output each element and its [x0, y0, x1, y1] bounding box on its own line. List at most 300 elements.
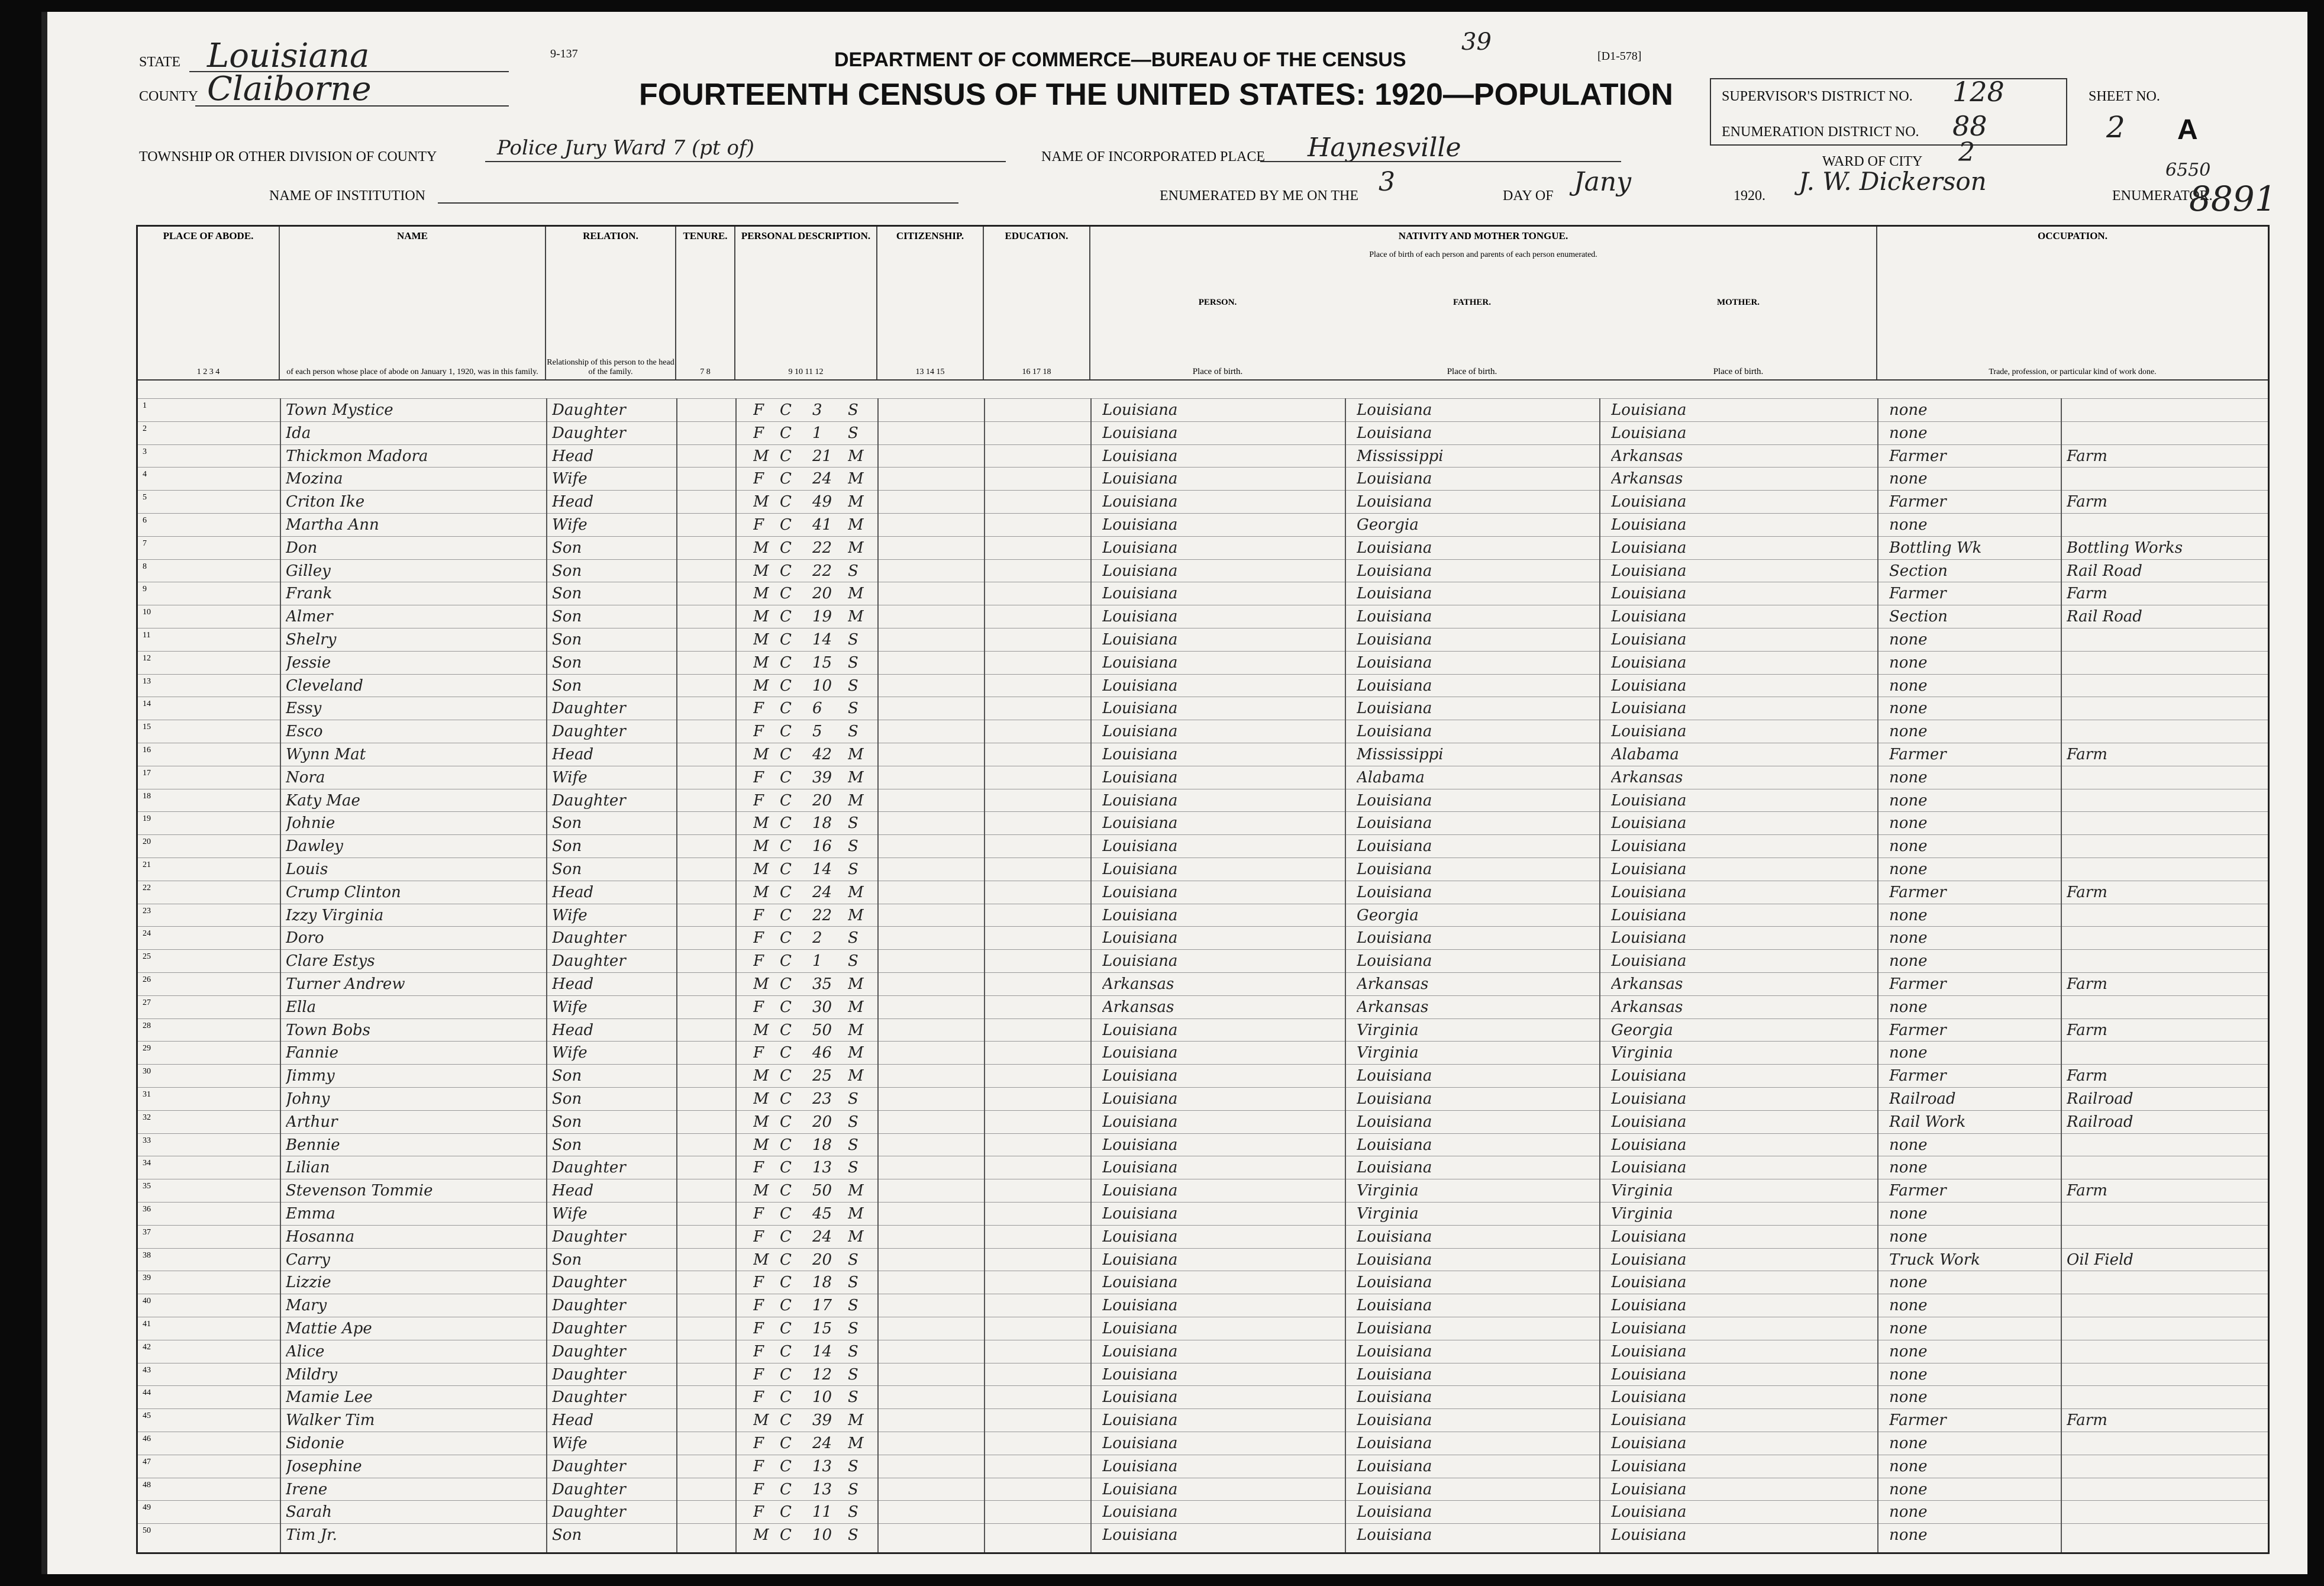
- cell-age: 25: [812, 1067, 832, 1085]
- cell-occ: Farmer: [1889, 1067, 1947, 1085]
- cell-occ: none: [1889, 1136, 1928, 1154]
- cell-race: C: [780, 883, 792, 901]
- cell-n: 22: [143, 883, 151, 892]
- cell-n: 28: [143, 1021, 151, 1030]
- cell-rel: Son: [552, 814, 582, 833]
- cell-occ: none: [1889, 1274, 1928, 1292]
- cell-ms: M: [848, 1227, 864, 1246]
- table-row: [138, 1455, 2268, 1478]
- cell-occ: Farmer: [1889, 746, 1947, 763]
- cell-person: Louisiana: [1102, 493, 1178, 511]
- cell-name: Mamie Lee: [286, 1388, 373, 1407]
- table-row: [138, 720, 2268, 743]
- table-row: [138, 1317, 2268, 1340]
- cell-rel: Daughter: [552, 1297, 626, 1315]
- cell-mother: Louisiana: [1611, 1526, 1687, 1545]
- cell-age: 5: [812, 723, 822, 741]
- cell-occ: none: [1889, 699, 1928, 718]
- cell-mother: Louisiana: [1611, 1411, 1687, 1430]
- cell-age: 45: [812, 1205, 832, 1223]
- cell-n: 38: [143, 1250, 151, 1260]
- county-value: Claiborne: [207, 70, 372, 108]
- cell-ms: S: [848, 676, 858, 695]
- cell-rel: Son: [552, 608, 582, 626]
- cell-name: Cleveland: [286, 676, 363, 695]
- cell-rel: Daughter: [552, 1159, 626, 1177]
- cell-n: 43: [143, 1365, 151, 1375]
- cell-ms: S: [848, 1342, 858, 1361]
- cell-sex: F: [753, 1297, 764, 1315]
- cell-sex: F: [753, 470, 764, 488]
- state-label: STATE: [139, 54, 181, 70]
- cell-age: 2: [812, 929, 822, 947]
- cell-mother: Louisiana: [1611, 1227, 1687, 1246]
- cell-ind: Farm: [2067, 493, 2107, 511]
- cell-father: Louisiana: [1357, 860, 1432, 878]
- enumeration-value: 88: [1952, 110, 1987, 142]
- table-row: [138, 628, 2268, 651]
- cell-name: Lilian: [286, 1159, 330, 1177]
- cell-race: C: [780, 1388, 792, 1407]
- cell-sex: M: [753, 493, 769, 511]
- table-row: [138, 1478, 2268, 1501]
- cell-person: Louisiana: [1102, 1159, 1178, 1177]
- cell-sex: M: [753, 837, 769, 856]
- cell-age: 39: [812, 768, 832, 786]
- cell-rel: Son: [552, 1136, 582, 1154]
- cell-occ: Bottling Wk: [1889, 539, 1982, 557]
- cell-mother: Louisiana: [1611, 608, 1687, 626]
- cell-mother: Louisiana: [1611, 837, 1687, 856]
- cell-name: Crump Clinton: [286, 883, 401, 901]
- table-row: [138, 995, 2268, 1018]
- cell-person: Louisiana: [1102, 814, 1178, 833]
- cell-race: C: [780, 746, 792, 763]
- cell-sex: F: [753, 1435, 764, 1452]
- cell-ind: Farm: [2067, 1021, 2107, 1039]
- column-rule: [1090, 398, 1092, 1552]
- cell-age: 18: [812, 814, 832, 833]
- cell-mother: Louisiana: [1611, 653, 1687, 672]
- cell-ind: Oil Field: [2067, 1250, 2133, 1269]
- cell-mother: Louisiana: [1611, 952, 1687, 971]
- cell-ms: S: [848, 814, 858, 833]
- cell-person: Louisiana: [1102, 539, 1178, 557]
- cell-mother: Virginia: [1611, 1182, 1673, 1200]
- cell-name: Thickmon Madora: [286, 447, 428, 465]
- cell-age: 18: [812, 1274, 832, 1292]
- cell-occ: none: [1889, 837, 1928, 856]
- cell-n: 15: [143, 723, 151, 732]
- cell-person: Louisiana: [1102, 1457, 1178, 1475]
- cell-occ: none: [1889, 424, 1928, 442]
- cell-rel: Son: [552, 1113, 582, 1131]
- cell-rel: Wife: [552, 998, 588, 1016]
- cell-occ: none: [1889, 1320, 1928, 1337]
- cell-n: 4: [143, 470, 147, 479]
- cell-sex: F: [753, 1274, 764, 1292]
- cell-name: Katy Mae: [286, 791, 360, 810]
- cell-sex: F: [753, 1227, 764, 1246]
- cell-n: 20: [143, 837, 151, 847]
- cell-ms: S: [848, 952, 858, 971]
- cell-father: Louisiana: [1357, 470, 1432, 488]
- cell-father: Louisiana: [1357, 814, 1432, 833]
- cell-n: 11: [143, 631, 151, 640]
- cell-race: C: [780, 470, 792, 488]
- cell-father: Louisiana: [1357, 883, 1432, 901]
- cell-rel: Daughter: [552, 699, 626, 718]
- cell-father: Louisiana: [1357, 1067, 1432, 1085]
- cell-occ: none: [1889, 1503, 1928, 1521]
- cell-occ: none: [1889, 768, 1928, 786]
- cell-mother: Louisiana: [1611, 1090, 1687, 1108]
- cell-ms: S: [848, 1250, 858, 1269]
- cell-sex: M: [753, 653, 769, 672]
- cell-race: C: [780, 791, 792, 810]
- cell-ms: M: [848, 1435, 864, 1452]
- cell-mother: Louisiana: [1611, 1113, 1687, 1131]
- cell-sex: F: [753, 929, 764, 947]
- table-row: [138, 421, 2268, 444]
- table-row: [138, 881, 2268, 904]
- cell-occ: none: [1889, 1297, 1928, 1315]
- cell-occ: Farmer: [1889, 1182, 1947, 1200]
- cell-person: Louisiana: [1102, 1250, 1178, 1269]
- sheet-letter: A: [2177, 114, 2198, 146]
- table-row: [138, 605, 2268, 628]
- cell-race: C: [780, 608, 792, 626]
- cell-rel: Wife: [552, 768, 588, 786]
- cell-age: 21: [812, 447, 832, 465]
- cell-mother: Louisiana: [1611, 814, 1687, 833]
- institution-label: NAME OF INSTITUTION: [269, 188, 425, 204]
- cell-person: Louisiana: [1102, 1297, 1178, 1315]
- cell-ms: S: [848, 631, 858, 649]
- cell-age: 14: [812, 1342, 832, 1361]
- cell-person: Louisiana: [1102, 768, 1178, 786]
- col-occupation: OCCUPATION. Trade, profession, or particular kind of work done.: [1989, 230, 2157, 376]
- cell-name: Walker Tim: [286, 1411, 375, 1430]
- cell-father: Louisiana: [1357, 929, 1432, 947]
- cell-ms: M: [848, 1044, 864, 1062]
- cell-rel: Son: [552, 539, 582, 557]
- cell-person: Louisiana: [1102, 1205, 1178, 1223]
- cell-sex: M: [753, 676, 769, 695]
- cell-person: Arkansas: [1102, 975, 1174, 993]
- day-of-label: DAY OF: [1503, 188, 1554, 204]
- cell-name: Jessie: [286, 653, 331, 672]
- cell-rel: Daughter: [552, 1388, 626, 1407]
- cell-mother: Louisiana: [1611, 516, 1687, 534]
- cell-race: C: [780, 929, 792, 947]
- cell-ms: M: [848, 791, 864, 810]
- cell-rel: Son: [552, 1526, 582, 1545]
- cell-person: Louisiana: [1102, 585, 1178, 603]
- cell-age: 15: [812, 653, 832, 672]
- table-row: [138, 559, 2268, 582]
- cell-name: Arthur: [286, 1113, 338, 1131]
- cell-rel: Daughter: [552, 1365, 626, 1384]
- cell-person: Louisiana: [1102, 1182, 1178, 1200]
- cell-age: 1: [812, 952, 822, 971]
- cell-race: C: [780, 1227, 792, 1246]
- cell-ms: S: [848, 929, 858, 947]
- cell-sex: F: [753, 1205, 764, 1223]
- cell-race: C: [780, 1480, 792, 1498]
- cell-father: Louisiana: [1357, 401, 1432, 419]
- stamp-bottom: 8891: [2189, 179, 2277, 219]
- cell-father: Mississippi: [1357, 746, 1444, 763]
- cell-person: Louisiana: [1102, 1388, 1178, 1407]
- cell-n: 29: [143, 1044, 151, 1053]
- cell-father: Virginia: [1357, 1182, 1419, 1200]
- cell-name: Hosanna: [286, 1227, 355, 1246]
- cell-n: 41: [143, 1320, 151, 1329]
- cell-person: Louisiana: [1102, 1320, 1178, 1337]
- cell-name: Doro: [286, 929, 324, 947]
- cell-sex: F: [753, 723, 764, 741]
- cell-ms: M: [848, 1021, 864, 1039]
- cell-occ: none: [1889, 1388, 1928, 1407]
- table-row: [138, 743, 2268, 766]
- cell-sex: M: [753, 447, 769, 465]
- cell-mother: Louisiana: [1611, 1067, 1687, 1085]
- cell-occ: Farmer: [1889, 585, 1947, 603]
- cell-mother: Arkansas: [1611, 470, 1683, 488]
- cell-ind: Farm: [2067, 447, 2107, 465]
- column-rule: [1345, 398, 1346, 1552]
- cell-mother: Louisiana: [1611, 631, 1687, 649]
- cell-age: 49: [812, 493, 832, 511]
- cell-name: Esco: [286, 723, 323, 741]
- cell-ms: S: [848, 653, 858, 672]
- cell-father: Louisiana: [1357, 653, 1432, 672]
- cell-rel: Wife: [552, 516, 588, 534]
- cell-n: 49: [143, 1503, 151, 1513]
- cell-name: Tim Jr.: [286, 1526, 337, 1545]
- cell-sex: F: [753, 699, 764, 718]
- cell-age: 23: [812, 1090, 832, 1108]
- cell-mother: Louisiana: [1611, 1503, 1687, 1521]
- supervisor-label: SUPERVISOR'S DISTRICT NO.: [1722, 89, 1913, 104]
- incorporated-label: NAME OF INCORPORATED PLACE: [1041, 149, 1266, 165]
- cell-occ: Railroad: [1889, 1090, 1956, 1108]
- cell-age: 1: [812, 424, 822, 442]
- cell-n: 1: [143, 401, 147, 410]
- cell-name: Stevenson Tommie: [286, 1182, 433, 1200]
- cell-father: Arkansas: [1357, 975, 1429, 993]
- cell-race: C: [780, 723, 792, 741]
- cell-father: Arkansas: [1357, 998, 1429, 1016]
- cell-race: C: [780, 562, 792, 580]
- cell-n: 37: [143, 1227, 151, 1237]
- cell-sex: M: [753, 631, 769, 649]
- cell-father: Louisiana: [1357, 1250, 1432, 1269]
- column-rule: [676, 398, 677, 1552]
- cell-name: Louis: [286, 860, 328, 878]
- cell-ms: M: [848, 1067, 864, 1085]
- cell-name: Town Bobs: [286, 1021, 370, 1039]
- cell-father: Georgia: [1357, 516, 1419, 534]
- cell-ms: S: [848, 699, 858, 718]
- enumeration-label: ENUMERATION DISTRICT NO.: [1722, 124, 1919, 140]
- cell-occ: none: [1889, 814, 1928, 833]
- cell-occ: none: [1889, 1044, 1928, 1062]
- cell-race: C: [780, 401, 792, 419]
- table-row: [138, 697, 2268, 720]
- table-row: [138, 490, 2268, 513]
- cell-occ: none: [1889, 631, 1928, 649]
- cell-race: C: [780, 1342, 792, 1361]
- cell-age: 10: [812, 1388, 832, 1407]
- cell-person: Louisiana: [1102, 791, 1178, 810]
- cell-occ: none: [1889, 1480, 1928, 1498]
- table-row: [138, 1110, 2268, 1133]
- cell-ms: S: [848, 1297, 858, 1315]
- cell-person: Louisiana: [1102, 1113, 1178, 1131]
- cell-rel: Head: [552, 975, 594, 993]
- cell-age: 22: [812, 562, 832, 580]
- cell-name: Jimmy: [286, 1067, 335, 1085]
- cell-rel: Daughter: [552, 1457, 626, 1475]
- cell-age: 16: [812, 837, 832, 856]
- cell-occ: none: [1889, 1435, 1928, 1452]
- supervisor-value: 128: [1952, 76, 2005, 108]
- column-rule: [1877, 398, 1878, 1552]
- state-value: Louisiana: [207, 37, 370, 75]
- cell-person: Louisiana: [1102, 1021, 1178, 1039]
- cell-race: C: [780, 1067, 792, 1085]
- cell-ms: M: [848, 975, 864, 993]
- cell-n: 30: [143, 1067, 151, 1076]
- cell-n: 7: [143, 539, 147, 548]
- cell-ms: M: [848, 608, 864, 626]
- township-value: Police Jury Ward 7 (pt of): [497, 136, 754, 160]
- column-rule: [546, 398, 547, 1552]
- cell-rel: Son: [552, 585, 582, 603]
- year-label: 1920.: [1734, 188, 1765, 204]
- cell-name: Johny: [286, 1090, 330, 1108]
- cell-mother: Louisiana: [1611, 699, 1687, 718]
- column-rule: [2061, 398, 2062, 1552]
- table-row: [138, 1087, 2268, 1110]
- cell-person: Louisiana: [1102, 447, 1178, 465]
- cell-occ: none: [1889, 791, 1928, 810]
- cell-sex: F: [753, 1480, 764, 1498]
- cell-race: C: [780, 1503, 792, 1521]
- table-row: [138, 1064, 2268, 1087]
- cell-age: 13: [812, 1457, 832, 1475]
- cell-ms: S: [848, 860, 858, 878]
- cell-person: Louisiana: [1102, 1136, 1178, 1154]
- incorporated-value: Haynesville: [1308, 133, 1461, 163]
- table-row: [138, 858, 2268, 881]
- cell-ms: M: [848, 585, 864, 603]
- cell-sex: M: [753, 1113, 769, 1131]
- cell-rel: Son: [552, 1067, 582, 1085]
- cell-sex: F: [753, 768, 764, 786]
- cell-n: 10: [143, 608, 151, 617]
- cell-rel: Wife: [552, 906, 588, 924]
- cell-name: Dawley: [286, 837, 343, 856]
- cell-mother: Louisiana: [1611, 1457, 1687, 1475]
- cell-occ: none: [1889, 401, 1928, 419]
- cell-age: 46: [812, 1044, 832, 1062]
- cell-ms: S: [848, 1365, 858, 1384]
- cell-occ: Farmer: [1889, 975, 1947, 993]
- cell-sex: M: [753, 608, 769, 626]
- cell-person: Louisiana: [1102, 699, 1178, 718]
- cell-rel: Head: [552, 493, 594, 511]
- cell-age: 20: [812, 1250, 832, 1269]
- cell-rel: Daughter: [552, 401, 626, 419]
- cell-ind: Railroad: [2067, 1090, 2133, 1108]
- cell-name: Johnie: [286, 814, 335, 833]
- cell-name: Clare Estys: [286, 952, 375, 971]
- cell-age: 22: [812, 906, 832, 924]
- cell-race: C: [780, 447, 792, 465]
- page-number: 39: [1461, 28, 1492, 56]
- cell-age: 50: [812, 1182, 832, 1200]
- cell-person: Louisiana: [1102, 860, 1178, 878]
- cell-race: C: [780, 906, 792, 924]
- cell-ms: M: [848, 998, 864, 1016]
- cell-occ: none: [1889, 929, 1928, 947]
- cell-n: 34: [143, 1159, 151, 1168]
- table-row: [138, 1018, 2268, 1042]
- cell-ind: Farm: [2067, 746, 2107, 763]
- cell-name: Fannie: [286, 1044, 338, 1062]
- cell-sex: F: [753, 952, 764, 971]
- cell-n: 3: [143, 447, 147, 456]
- cell-person: Louisiana: [1102, 470, 1178, 488]
- cell-race: C: [780, 837, 792, 856]
- cell-rel: Daughter: [552, 1227, 626, 1246]
- cell-ms: M: [848, 1205, 864, 1223]
- cell-ind: Rail Road: [2067, 608, 2142, 626]
- cell-person: Louisiana: [1102, 1067, 1178, 1085]
- table-row: [138, 1432, 2268, 1455]
- cell-father: Louisiana: [1357, 1388, 1432, 1407]
- table-row: [138, 1500, 2268, 1523]
- cell-ind: Farm: [2067, 585, 2107, 603]
- cell-n: 24: [143, 929, 151, 939]
- cell-name: Nora: [286, 768, 325, 786]
- table-row: [138, 1294, 2268, 1317]
- cell-name: Sidonie: [286, 1435, 344, 1452]
- cell-father: Louisiana: [1357, 608, 1432, 626]
- cell-n: 42: [143, 1342, 151, 1352]
- cell-race: C: [780, 1457, 792, 1475]
- cell-sex: F: [753, 1503, 764, 1521]
- enumerator-value: J. W. Dickerson: [1799, 167, 1987, 196]
- township-underline: [485, 161, 1006, 162]
- cell-age: 17: [812, 1297, 832, 1315]
- cell-person: Louisiana: [1102, 883, 1178, 901]
- cell-ms: M: [848, 768, 864, 786]
- cell-name: Town Mystice: [286, 401, 393, 419]
- cell-person: Louisiana: [1102, 1480, 1178, 1498]
- column-rule: [1599, 398, 1600, 1552]
- cell-father: Louisiana: [1357, 585, 1432, 603]
- cell-age: 14: [812, 631, 832, 649]
- cell-age: 13: [812, 1159, 832, 1177]
- cell-ms: M: [848, 1182, 864, 1200]
- table-row: [138, 1385, 2268, 1408]
- cell-occ: none: [1889, 516, 1928, 534]
- cell-mother: Louisiana: [1611, 493, 1687, 511]
